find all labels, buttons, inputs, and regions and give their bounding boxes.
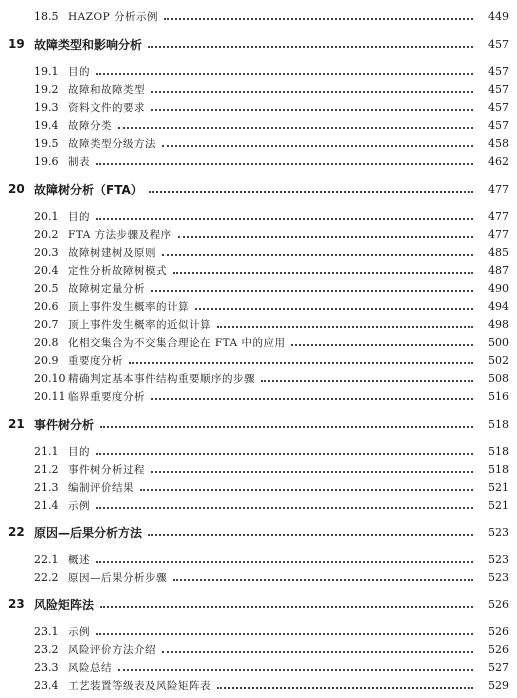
dot-leader — [151, 471, 473, 473]
entry-title: 资料文件的要求 — [68, 101, 145, 114]
toc-section-entry — [0, 7, 517, 25]
toc-section-entry — [0, 640, 517, 658]
dot-leader — [148, 534, 473, 536]
dot-leader — [129, 362, 473, 364]
entry-title: 目的 — [68, 445, 90, 458]
entry-title: 故障和故障类型 — [68, 83, 145, 96]
entry-title: 顶上事件发生概率的计算 — [68, 300, 189, 313]
toc-chapter-entry — [0, 180, 517, 198]
entry-number: 23.3 — [34, 660, 59, 674]
entry-title: 事件树分析过程 — [68, 463, 145, 476]
entry-number: 20.8 — [34, 335, 59, 349]
page-number: 457 — [488, 100, 509, 114]
toc-section-entry — [0, 116, 517, 134]
page-number: 494 — [488, 299, 509, 313]
dot-leader — [164, 18, 473, 20]
entry-number: 20 — [8, 182, 25, 196]
dot-leader — [96, 561, 473, 563]
entry-title: 定性分析故障树模式 — [68, 264, 167, 277]
entry-title: 目的 — [68, 65, 90, 78]
entry-number: 19.1 — [34, 64, 59, 78]
entry-number: 23.4 — [34, 678, 59, 692]
toc-chapter-entry — [0, 595, 517, 613]
page-number: 477 — [488, 209, 509, 223]
entry-title: 风险评价方法介绍 — [68, 643, 156, 656]
entry-number: 18.5 — [34, 9, 59, 23]
entry-number: 21.4 — [34, 498, 59, 512]
entry-title: 示例 — [68, 499, 90, 512]
entry-title: 故障类型和影响分析 — [34, 37, 143, 52]
entry-number: 20.7 — [34, 317, 59, 331]
entry-title: 目的 — [68, 210, 90, 223]
entry-number: 20.1 — [34, 209, 59, 223]
entry-title: HAZOP 分析示例 — [68, 10, 159, 23]
page-number: 518 — [488, 462, 509, 476]
toc-section-entry — [0, 207, 517, 225]
dot-leader — [291, 344, 473, 346]
dot-leader — [162, 145, 473, 147]
entry-number: 22.1 — [34, 552, 59, 566]
page-number: 527 — [488, 660, 509, 674]
page-number: 487 — [488, 263, 509, 277]
entry-number: 22.2 — [34, 570, 59, 584]
entry-title: 工艺装置等级表及风险矩阵表 — [68, 679, 211, 692]
dot-leader — [96, 633, 473, 635]
entry-number: 21.2 — [34, 462, 59, 476]
page-number: 477 — [488, 227, 509, 241]
entry-number: 21 — [8, 417, 25, 431]
entry-number: 21.3 — [34, 480, 59, 494]
toc-section-entry — [0, 478, 517, 496]
dot-leader — [96, 163, 473, 165]
entry-number: 20.6 — [34, 299, 59, 313]
toc-section-entry — [0, 369, 517, 387]
dot-leader — [96, 507, 473, 509]
entry-number: 19.4 — [34, 118, 59, 132]
entry-title: FTA 方法步骤及程序 — [68, 228, 172, 241]
entry-number: 20.9 — [34, 353, 59, 367]
toc-section-entry — [0, 460, 517, 478]
page-number: 526 — [488, 642, 509, 656]
entry-title: 故障树定量分析 — [68, 282, 145, 295]
page-number: 500 — [488, 335, 509, 349]
entry-number: 20.4 — [34, 263, 59, 277]
toc-section-entry — [0, 62, 517, 80]
toc-section-entry — [0, 387, 517, 405]
page-number: 457 — [488, 37, 509, 51]
page-number: 526 — [488, 624, 509, 638]
entry-title: 故障类型分级方法 — [68, 137, 156, 150]
entry-title: 故障分类 — [68, 119, 112, 132]
dot-leader — [162, 651, 473, 653]
entry-title: 精确判定基本事件结构重要顺序的步骤 — [68, 372, 255, 385]
entry-number: 19.5 — [34, 136, 59, 150]
dot-leader — [151, 109, 473, 111]
dot-leader — [96, 73, 473, 75]
entry-title: 风险总结 — [68, 661, 112, 674]
toc-section-entry — [0, 297, 517, 315]
page-number: 457 — [488, 64, 509, 78]
toc-section-entry — [0, 351, 517, 369]
entry-number: 19.2 — [34, 82, 59, 96]
dot-leader — [178, 236, 473, 238]
dot-leader — [140, 489, 473, 491]
toc-section-entry — [0, 315, 517, 333]
page-number: 521 — [488, 498, 509, 512]
toc-chapter-entry — [0, 415, 517, 433]
entry-title: 事件树分析 — [34, 417, 95, 432]
page-number: 529 — [488, 678, 509, 692]
page-number: 457 — [488, 82, 509, 96]
toc-section-entry — [0, 676, 517, 694]
dot-leader — [151, 91, 473, 93]
page-number: 458 — [488, 136, 509, 150]
page-number: 518 — [488, 417, 509, 431]
dot-leader — [217, 687, 473, 689]
toc-section-entry — [0, 568, 517, 586]
toc-chapter-entry — [0, 35, 517, 53]
page-number: 457 — [488, 118, 509, 132]
entry-number: 19.3 — [34, 100, 59, 114]
toc-section-entry — [0, 333, 517, 351]
page-number: 508 — [488, 371, 509, 385]
toc-chapter-entry — [0, 523, 517, 541]
toc-section-entry — [0, 152, 517, 170]
toc-section-entry — [0, 134, 517, 152]
page-number: 518 — [488, 444, 509, 458]
page-number: 485 — [488, 245, 509, 259]
dot-leader — [100, 426, 473, 428]
page-number: 521 — [488, 480, 509, 494]
entry-title: 化相交集合为不交集合理论在 FTA 中的应用 — [68, 336, 286, 349]
dot-leader — [149, 191, 473, 193]
dot-leader — [100, 606, 473, 608]
toc-section-entry — [0, 442, 517, 460]
toc-section-entry — [0, 622, 517, 640]
page-number: 523 — [488, 525, 509, 539]
entry-title: 概述 — [68, 553, 90, 566]
entry-title: 原因—后果分析步骤 — [68, 571, 167, 584]
entry-title: 风险矩阵法 — [34, 597, 95, 612]
entry-number: 19 — [8, 37, 25, 51]
entry-number: 19.6 — [34, 154, 59, 168]
entry-title: 原因—后果分析方法 — [34, 525, 143, 540]
toc-section-entry — [0, 243, 517, 261]
dot-leader — [173, 579, 473, 581]
dot-leader — [162, 254, 473, 256]
entry-number: 20.5 — [34, 281, 59, 295]
entry-title: 示例 — [68, 625, 90, 638]
page-number: 502 — [488, 353, 509, 367]
entry-title: 制表 — [68, 155, 90, 168]
dot-leader — [151, 398, 473, 400]
entry-number: 20.2 — [34, 227, 59, 241]
page-number: 516 — [488, 389, 509, 403]
page-number: 526 — [488, 597, 509, 611]
entry-number: 20.3 — [34, 245, 59, 259]
entry-title: 临界重要度分析 — [68, 390, 145, 403]
entry-title: 编制评价结果 — [68, 481, 134, 494]
entry-title: 故障树建树及原则 — [68, 246, 156, 259]
dot-leader — [217, 326, 473, 328]
dot-leader — [173, 272, 473, 274]
dot-leader — [96, 453, 473, 455]
entry-title: 故障树分析（FTA） — [34, 182, 143, 197]
entry-number: 22 — [8, 525, 25, 539]
page-number: 462 — [488, 154, 509, 168]
toc-section-entry — [0, 80, 517, 98]
entry-title: 重要度分析 — [68, 354, 123, 367]
toc-section-entry — [0, 550, 517, 568]
entry-number: 23 — [8, 597, 25, 611]
dot-leader — [148, 46, 473, 48]
dot-leader — [118, 669, 473, 671]
page-number: 523 — [488, 552, 509, 566]
toc-section-entry — [0, 496, 517, 514]
entry-number: 20.10 — [34, 371, 66, 385]
toc-section-entry — [0, 279, 517, 297]
page-number: 477 — [488, 182, 509, 196]
toc-section-entry — [0, 98, 517, 116]
page-number: 523 — [488, 570, 509, 584]
dot-leader — [96, 218, 473, 220]
dot-leader — [118, 127, 473, 129]
entry-title: 顶上事件发生概率的近似计算 — [68, 318, 211, 331]
page-number: 490 — [488, 281, 509, 295]
toc-section-entry — [0, 225, 517, 243]
toc-section-entry — [0, 261, 517, 279]
page-number: 449 — [488, 9, 509, 23]
entry-number: 20.11 — [34, 389, 66, 403]
toc-section-entry — [0, 658, 517, 676]
entry-number: 21.1 — [34, 444, 59, 458]
page-number: 498 — [488, 317, 509, 331]
dot-leader — [195, 308, 473, 310]
dot-leader — [261, 380, 473, 382]
entry-number: 23.2 — [34, 642, 59, 656]
dot-leader — [151, 290, 473, 292]
entry-number: 23.1 — [34, 624, 59, 638]
